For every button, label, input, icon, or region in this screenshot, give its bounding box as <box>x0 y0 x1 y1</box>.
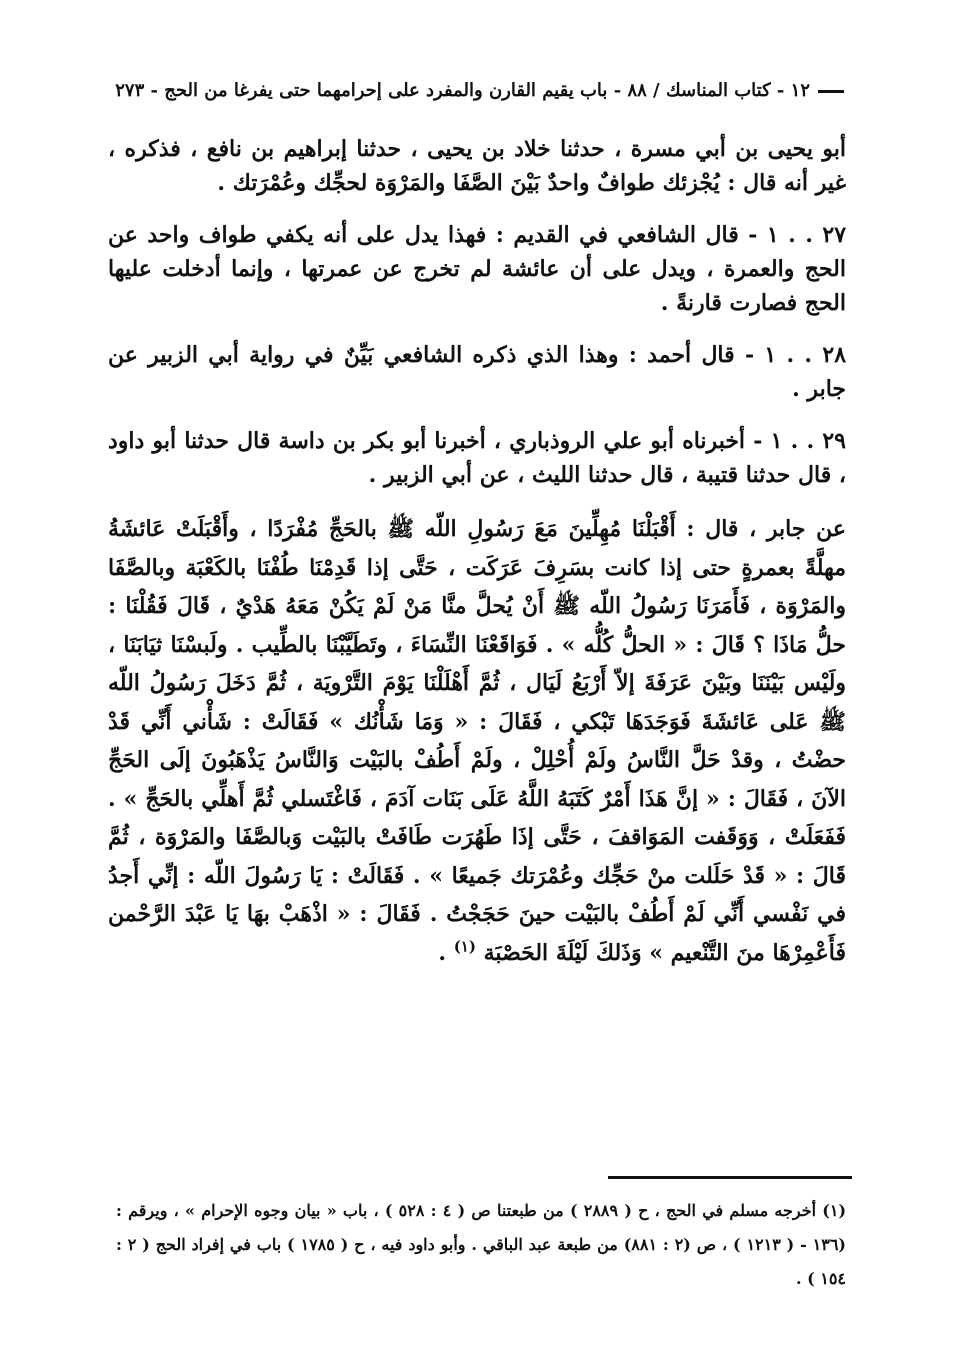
paragraph-27 <box>108 218 846 320</box>
footnote-1: (١) أخرجه مسلم في الحج ، ح ( ٢٨٨٩ ) من طبعتنا ص ( ٤ : ٥٢٨ ) ، باب « بيان وجوه الإحرام » ، ويرقم : (١٣٦ - ( ١٢١٣ ) ، ص (٢ : ٨٨١) من طبعة عبد الباقي . وأبو داود فيه ، ح ( ١٧٨٥ ) باب في إفراد الحج ( ٢ : ١٥٤ ) . <box>116 1201 847 1288</box>
footnote-marker: (١) <box>453 937 476 956</box>
header-dash <box>818 90 844 93</box>
paragraph-text: قال الشافعي في القديم : فهذا يدل على أنه يكفي طواف واحد عن الحج والعمرة ، ويدل على أن عائشة لم تخرج عن عمرتها ، وإنما أدخلت عليها الحج فصارت قارنةً . <box>108 222 846 316</box>
running-header <box>96 80 844 101</box>
paragraph-intro <box>108 132 846 200</box>
paragraph-28 <box>108 338 846 406</box>
running-title: ١٢ - كتاب المناسك / ٨٨ - باب يقيم القارن والمفرد على إحرامهما حتى يفرغا من الحج - ٢٧٣ <box>115 80 810 101</box>
footnotes <box>116 1194 846 1296</box>
hadith-body: عن جابر ، قال : أَقْبَلْنَا مُهِلِّينَ مَعَ رَسُولِ اللّه ﷺ بالحَجِّ مُفْرَدًا ، وأَقْبَلَتْ عَائشَةُ مهلَّةً بعمرةٍ حتى إذا كانت بسَرِفَ عَرَكَت ، حَتَّى إذا قَدِمْنَا طُفْنَا بالكَعْبَة وبالصَّفَا والمَرْوَة ، فَأَمَرَنَا رَسُولُ اللّه ﷺ أَنْ يُحلَّ منَّا مَنْ لَمْ يَكُنْ مَعَهُ هَدْيٌ ، قَالَ فَقُلْنَا : حلُّ مَاذَا ؟ قَالَ : « الحلُّ كُلُّه » . فَوَاقَعْنَا النِّسَاءَ ، وتَطَيَّبْنَا بالطِّيب . ولَبسْنَا ثيَابَنَا ، ولَيْس بَيْنَنَا وبَيْنَ عَرَفَةَ إلاّ أَرْبَعُ لَيَال ، ثُمَّ أَهْلَلْنَا يَوْمَ التَّرْويَة ، ثُمَّ دَخَلَ رَسُولُ اللّه ﷺ عَلى عَائشَةَ فَوَجَدَهَا تَبْكي ، فَقَالَ : « وَمَا شَأْنُك » فَقَالَتْ : شَأْني أَنِّي قَدْ حضْتُ ، وقدْ حَلَّ النَّاسُ ولَمْ أُحْلِلْ ، ولَمْ أَطُفْ بالبَيْت وَالنَّاسُ يَذْهَبُونَ إلَى الحَجِّ الآنَ ، فَقَالَ : « إنَّ هَذَا أَمْرٌ كَتَبَهُ اللَّهُ عَلَى بَنَات آدَمَ ، فَاغْتَسلي ثُمَّ أَهلِّي بالحَجِّ » . فَفَعَلَتْ ، وَوَقَفت المَوَاقفَ ، حَتَّى إذَا طَهُرَت طَافَتْ بالبَيْت وَبالصَّفَا والمَرْوَة ، ثُمَّ قَالَ : « قَدْ حَلَلت منْ حَجِّك وعُمْرَتك جَميعًا » . فَقَالَتْ : يَا رَسُولَ اللّه : إنِّي أَجدُ في نَفْسي أَنِّي لَمْ أَطُفْ بالبَيْت حينَ حَجَجْتُ . فَقَالَ : « اذْهَبْ بهَا يَا عَبْدَ الرَّحْمن فَأَعْمِرْهَا منَ التَّنْعيم » وَذَلكَ لَيْلَةَ الحَصْبَة <box>108 516 846 966</box>
paragraph-number: ٢٧ . . ١ - <box>748 222 847 248</box>
paragraph-number: ٢٨ . . ١ - <box>744 342 847 368</box>
hadith-end: . <box>438 939 447 966</box>
main-text <box>108 132 846 990</box>
hadith-text <box>108 510 846 972</box>
paragraph-text: قال أحمد : وهذا الذي ذكره الشافعي بَيِّنٌ في رواية أبي الزبير عن جابر . <box>108 342 846 402</box>
paragraph-text: أخبرناه أبو علي الروذباري ، أخبرنا أبو بكر بن داسة قال حدثنا أبو داود ، قال حدثنا قتيبة ، قال حدثنا الليث ، عن أبي الزبير . <box>108 428 846 488</box>
paragraph-number: ٢٩ . . ١ - <box>753 428 846 454</box>
paragraph-29 <box>108 424 846 492</box>
paragraph-text: أبو يحيى بن أبي مسرة ، حدثنا خلاد بن يحيى ، حدثنا إبراهيم بن نافع ، فذكره ، غير أنه قال : يُجْزئك طوافٌ واحدٌ بَيْنَ الصَّفَا والمَرْوَة لحجِّك وعُمْرَتك . <box>108 136 846 196</box>
footnote-divider <box>608 1176 852 1179</box>
